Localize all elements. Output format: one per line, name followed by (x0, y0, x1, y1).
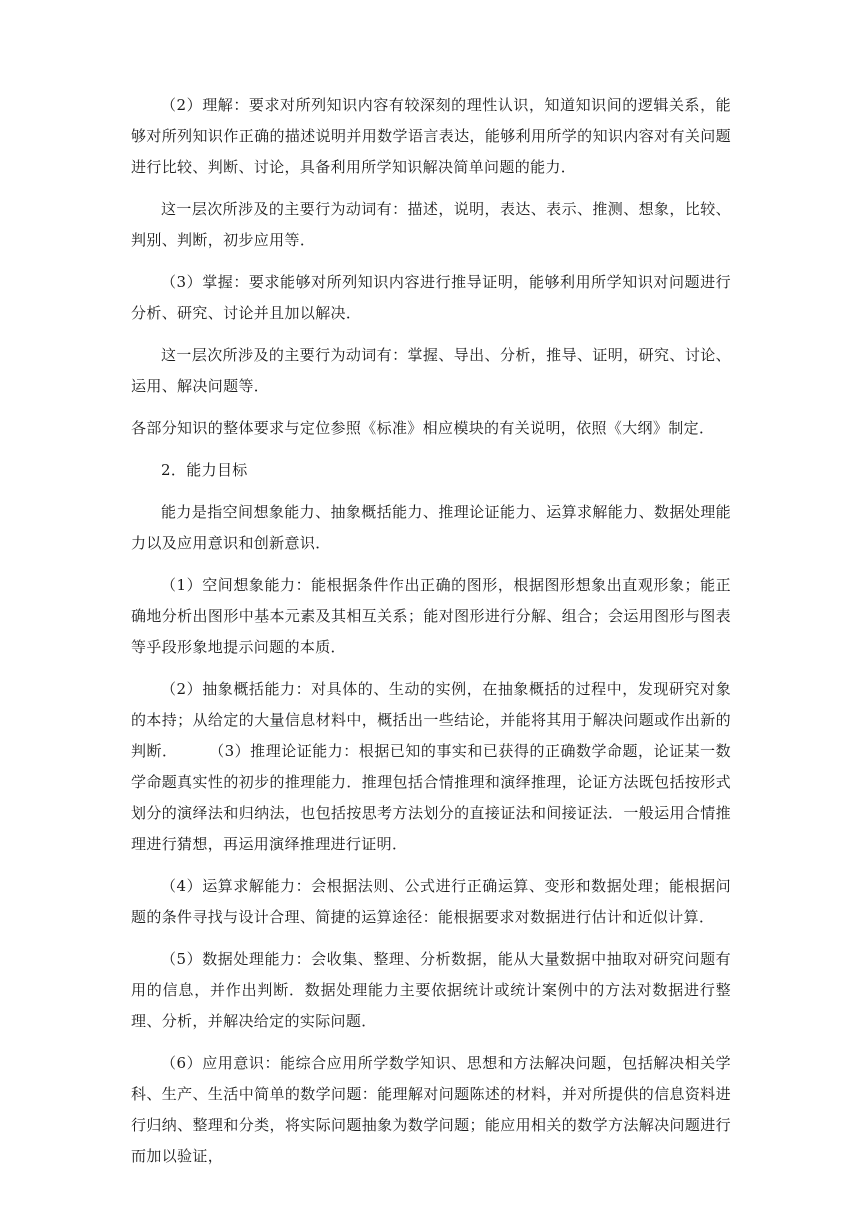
paragraph-spatial-imagination: （1）空间想象能力：能根据条件作出正确的图形，根据图形想象出直观形象；能正确地分析出图形中基本元素及其相互关系；能对图形进行分解、组合；会运用图形与图表等乎段形象地提示问题的本质． (131, 576, 731, 656)
paragraph-mastery-verbs: 这一层次所涉及的主要行为动词有：掌握、导出、分析，推导、证明，研究、讨论、运用、解决问题等． (131, 346, 731, 395)
document-body (131, 90, 731, 1183)
paragraph-understanding: （2）理解：要求对所列知识内容有较深刻的理性认识，知道知识间的逻辑关系，能够对所列知识作正确的描述说明并用数学语言表达，能够利用所学的知识内容对有关问题进行比较、判断、讨论，具备利用所学知识解决简单问题的能力． (131, 96, 731, 176)
paragraph-requirements-note: 各部分知识的整体要求与定位参照《标准》相应模块的有关说明，依照《大纲》制定． (131, 419, 715, 437)
section-heading-ability-goals: 2．能力目标 (161, 461, 248, 479)
paragraph-application-awareness: （6）应用意识：能综合应用所学数学知识、思想和方法解决问题，包括解决相关学科、生产、生活中简单的数学问题：能理解对问题陈述的材料，并对所提供的信息资料进行归纳、整理和分类，将实际问题抽象为数学问题；能应用相关的数学方法解决问题进行而加以验证， (131, 1054, 731, 1165)
paragraph-data-processing: （5）数据处理能力：会收集、整理、分析数据，能从大量数据中抽取对研究问题有用的信息，并作出判断．数据处理能力主要依据统计或统计案例中的方法对数据进行整理、分析，并解决给定的实际问题． (131, 950, 731, 1030)
paragraph-computation: （4）运算求解能力：会根据法则、公式进行正确运算、变形和数据处理；能根据问题的条件寻找与设计合理、简捷的运算途径：能根据要求对数据进行估计和近似计算． (131, 877, 731, 926)
paragraph-ability-definition: 能力是指空间想象能力、抽象概括能力、推理论证能力、运算求解能力、数据处理能力以及应用意识和创新意识． (131, 503, 731, 552)
paragraph-mastery: （3）掌握：要求能够对所列知识内容进行推导证明，能够利用所学知识对问题进行分析、研究、讨论并且加以解决． (131, 273, 731, 322)
paragraph-understanding-verbs: 这一层次所涉及的主要行为动词有：描述，说明，表达、表示、推测、想象，比较、判别、判断，初步应用等． (131, 200, 731, 249)
paragraph-abstraction-reasoning: （2）抽象概括能力：对具体的、生动的实例，在抽象概括的过程中，发现研究对象的本持；从给定的大量信息材料中，概括出一些结论，并能将其用于解决问题或作出新的判断． （3）推理论证能力：根据已知的事实和已获得的正确数学命题，论证某一数学命题真实性的初步的推理能力．推理包括合情推理和演绎推理，论证方法既包括按形式划分的演绎法和归纳法，也包括按思考方法划分的直接证法和间接证法．一般运用合情推理进行猜想，再运用演绎推理进行证明． (131, 680, 731, 853)
